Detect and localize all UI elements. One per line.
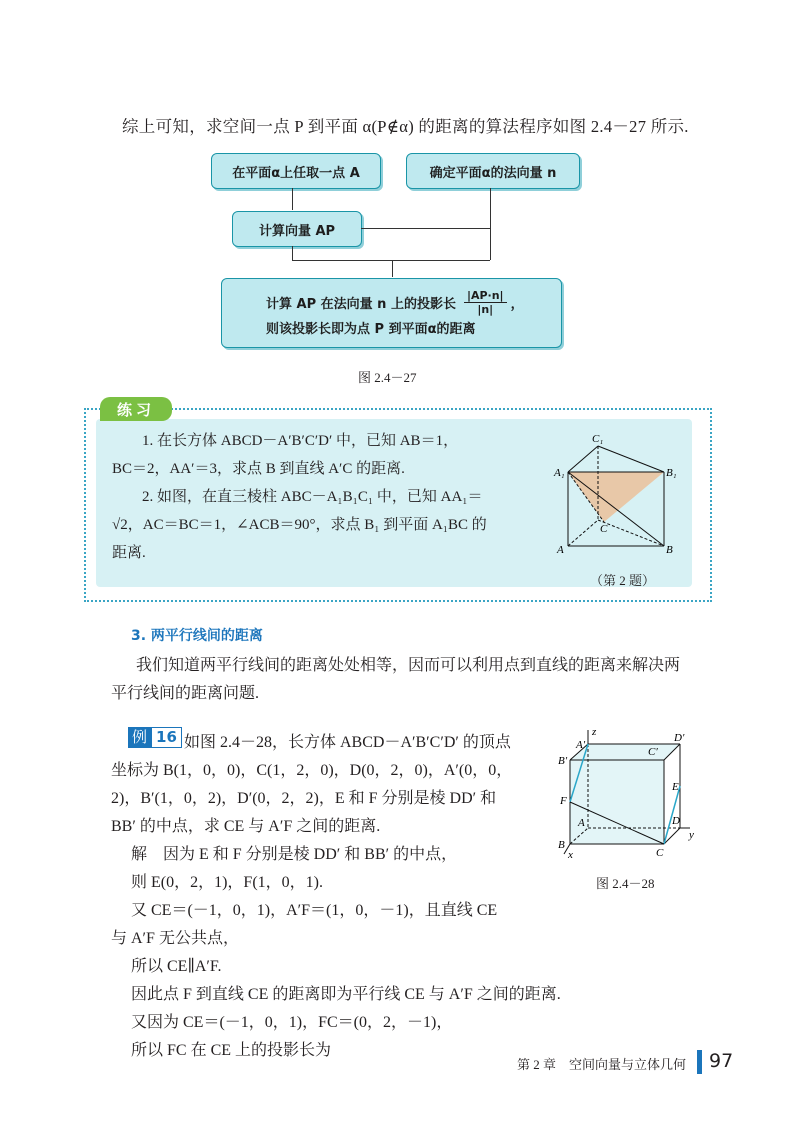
label-C-prime: C′: [648, 746, 658, 758]
label-B: B: [666, 544, 673, 556]
label-y: y: [689, 829, 694, 841]
fraction-numerator: |AP·n|: [464, 289, 507, 303]
label-x: x: [568, 849, 573, 860]
example-line-3: BB′ 的中点，求 CE 与 A′F 之间的距离.: [111, 818, 381, 835]
example-badge-number: 16: [151, 727, 182, 748]
flow-connector: [361, 228, 490, 229]
label-A1: A₁: [554, 467, 565, 479]
label-F: F: [560, 795, 567, 807]
flow-box-projection: 计算 AP 在法向量 n 上的投影长 $\frac{|AP\cdot n|}{|n|}$ ， 则该投影长即为点 P 到平面α的距离: [221, 278, 562, 348]
shaded-section: [568, 472, 664, 522]
exercise-figure-caption: （第 2 题）: [590, 573, 656, 588]
example-line-0: 如图 2.4－28，长方体 ABCD－A′B′C′D′ 的顶点: [184, 734, 511, 751]
figure-caption-2-4-27: 图 2.4－27: [358, 370, 417, 385]
solution-line-0: 解 因为 E 和 F 分别是棱 DD′ 和 BB′ 的中点，: [131, 846, 458, 863]
section-para-line2: 平行线间的距离问题.: [111, 685, 260, 702]
page-number: 97: [709, 1050, 734, 1072]
solution-line-1: 则 E(0，2，1)，F(1，0，1).: [131, 874, 323, 891]
example-line-1: 坐标为 B(1，0，0)，C(1，2，0)，D(0，2，0)，A′(0，0，: [111, 762, 513, 779]
exercise-tag: 练习: [100, 397, 172, 421]
chapter-footer: 第 2 章 空间向量与立体几何: [517, 1057, 687, 1072]
flow-box-normal-vector: 确定平面α的法向量 n: [406, 153, 580, 189]
projection-fraction: [464, 289, 507, 316]
solution-line-6: 又因为 CE＝(－1，0，1)，FC＝(0，2，－1)，: [131, 1014, 453, 1031]
label-E: E: [672, 781, 679, 793]
prism-figure: [552, 432, 684, 557]
exercise-2-line1: 2. 如图，在直三棱柱 ABC－A₁B₁C₁ 中，已知 AA₁＝: [142, 489, 483, 505]
section-para-line1: 我们知道两平行线间的距离处处相等，因而可以利用点到直线的距离来解决两: [136, 657, 681, 674]
flow-merge-line: [292, 260, 490, 261]
intro-text: 综上可知，求空间一点 P 到平面 α(P∉α) 的距离的算法程序如图 2.4－27 所示.: [122, 117, 689, 136]
label-B-prime: B′: [558, 755, 568, 767]
flow-arrow-2: [392, 260, 393, 277]
flow-arrow-1: [292, 188, 293, 210]
label-D-prime: D′: [674, 732, 685, 744]
flow-box-pick-point: 在平面α上任取一点 A: [211, 153, 381, 189]
fraction-denominator: |n|: [477, 303, 494, 316]
exercise-2-line2: √2，AC＝BC＝1，∠ACB＝90°，求点 B₁ 到平面 A₁BC 的: [112, 517, 487, 533]
flow-line-right: [490, 188, 491, 260]
label-C: C: [600, 523, 608, 535]
exercise-2-line3: 距离.: [112, 545, 146, 561]
label-A-prime: A′: [576, 739, 586, 751]
section-title: 3. 两平行线间的距离: [131, 628, 263, 644]
label-D: D: [672, 815, 680, 827]
label-A: A: [578, 817, 585, 829]
label-C: C: [656, 847, 664, 859]
label-C1: C₁: [592, 433, 604, 445]
example-badge-label: 例: [128, 727, 151, 748]
example-line-2: 2)，B′(1，0，2)，D′(0，2，2)，E 和 F 分别是棱 DD′ 和: [111, 790, 497, 807]
flow-line-left: [292, 246, 293, 260]
label-B: B: [558, 839, 565, 851]
figure-caption-2-4-28: 图 2.4－28: [596, 876, 655, 891]
solution-line-5: 因此点 F 到直线 CE 的距离即为平行线 CE 与 A′F 之间的距离.: [131, 986, 561, 1003]
label-B1: B₁: [666, 467, 677, 479]
exercise-1-line1: 1. 在长方体 ABCD－A′B′C′D′ 中，已知 AB＝1，: [142, 433, 459, 449]
page-number-bar: [697, 1050, 702, 1074]
solution-line-7: 所以 FC 在 CE 上的投影长为: [131, 1042, 332, 1059]
solution-line-4: 所以 CE∥A′F.: [131, 958, 222, 975]
flow-box-compute-ap: 计算向量 AP: [232, 211, 362, 247]
label-A: A: [557, 544, 564, 556]
cuboid-figure: [556, 724, 698, 860]
example-badge: [128, 727, 182, 748]
exercise-1-line2: BC＝2，AA′＝3，求点 B 到直线 A′C 的距离.: [112, 461, 405, 477]
label-z: z: [592, 726, 597, 738]
flow-box4-line1: 计算 AP 在法向量 n 上的投影长: [266, 297, 456, 312]
flow-box4-line2: 则该投影长即为点 P 到平面α的距离: [266, 322, 476, 337]
solution-line-2: 又 CE＝(－1，0，1)，A′F＝(1，0，－1)，且直线 CE: [131, 902, 498, 919]
solution-line-3: 与 A′F 无公共点，: [111, 930, 239, 947]
